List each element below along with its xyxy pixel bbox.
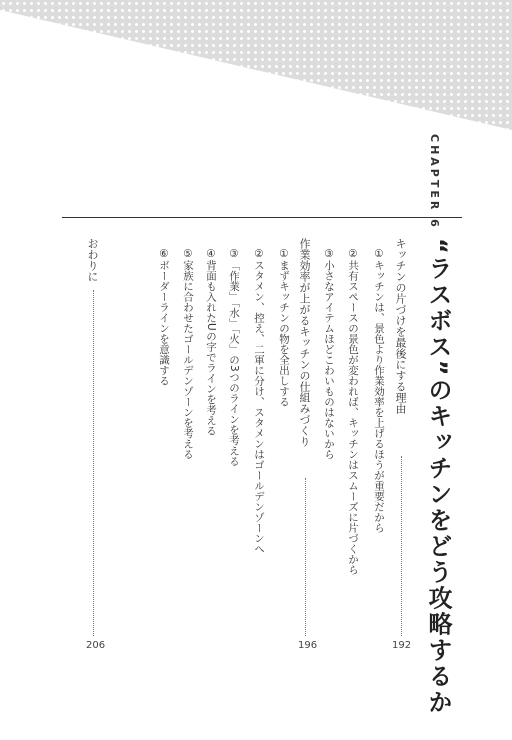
chapter-title: “ラスボス”のキッチンをどう攻略するか xyxy=(424,238,452,716)
toc-page-1: 192 xyxy=(392,640,412,651)
dotted-header-band xyxy=(0,0,512,130)
toc-leader-2 xyxy=(305,478,306,636)
toc-subitem: ②スタメン、控え、二軍に分け、スタメンはゴールデンゾーンへ xyxy=(253,248,265,554)
toc-subitem: ⑥ボーダーラインを意識する xyxy=(158,248,170,386)
toc-subitem: ⑤家族に合わせたゴールデンゾーンを考える xyxy=(182,248,194,460)
toc-leader-1 xyxy=(401,456,402,636)
toc-heading-3: おわりに xyxy=(86,238,99,282)
toc-subitem: ①まずキッチンの物を全出しする xyxy=(278,248,290,407)
chapter-label: CHAPTER 6 xyxy=(428,134,441,230)
toc-heading-2: 作業効率が上がるキッチンの仕組みづくり xyxy=(298,238,311,447)
chapter-divider xyxy=(62,217,462,218)
toc-subitem: ③小さなアイテムほどこわいものはないから xyxy=(323,248,335,460)
toc-subitem: ②共有スペースの景色が変われば、キッチンはスムーズに片づくから xyxy=(347,248,359,575)
toc-subitem: ④背面も入れたUの字でラインを考える xyxy=(205,248,217,436)
toc-subitem: ①キッチンは、景色より作業効率を上げるほうが重要だから xyxy=(373,248,385,533)
toc-leader-3 xyxy=(93,290,94,636)
toc-page-3: 206 xyxy=(86,640,106,651)
toc-page-2: 196 xyxy=(298,640,318,651)
toc-heading-1: キッチンの片づけを最後にする理由 xyxy=(394,238,407,414)
toc-subitem: ③「作業」「水」「火」の3つのラインを考える xyxy=(228,248,240,467)
